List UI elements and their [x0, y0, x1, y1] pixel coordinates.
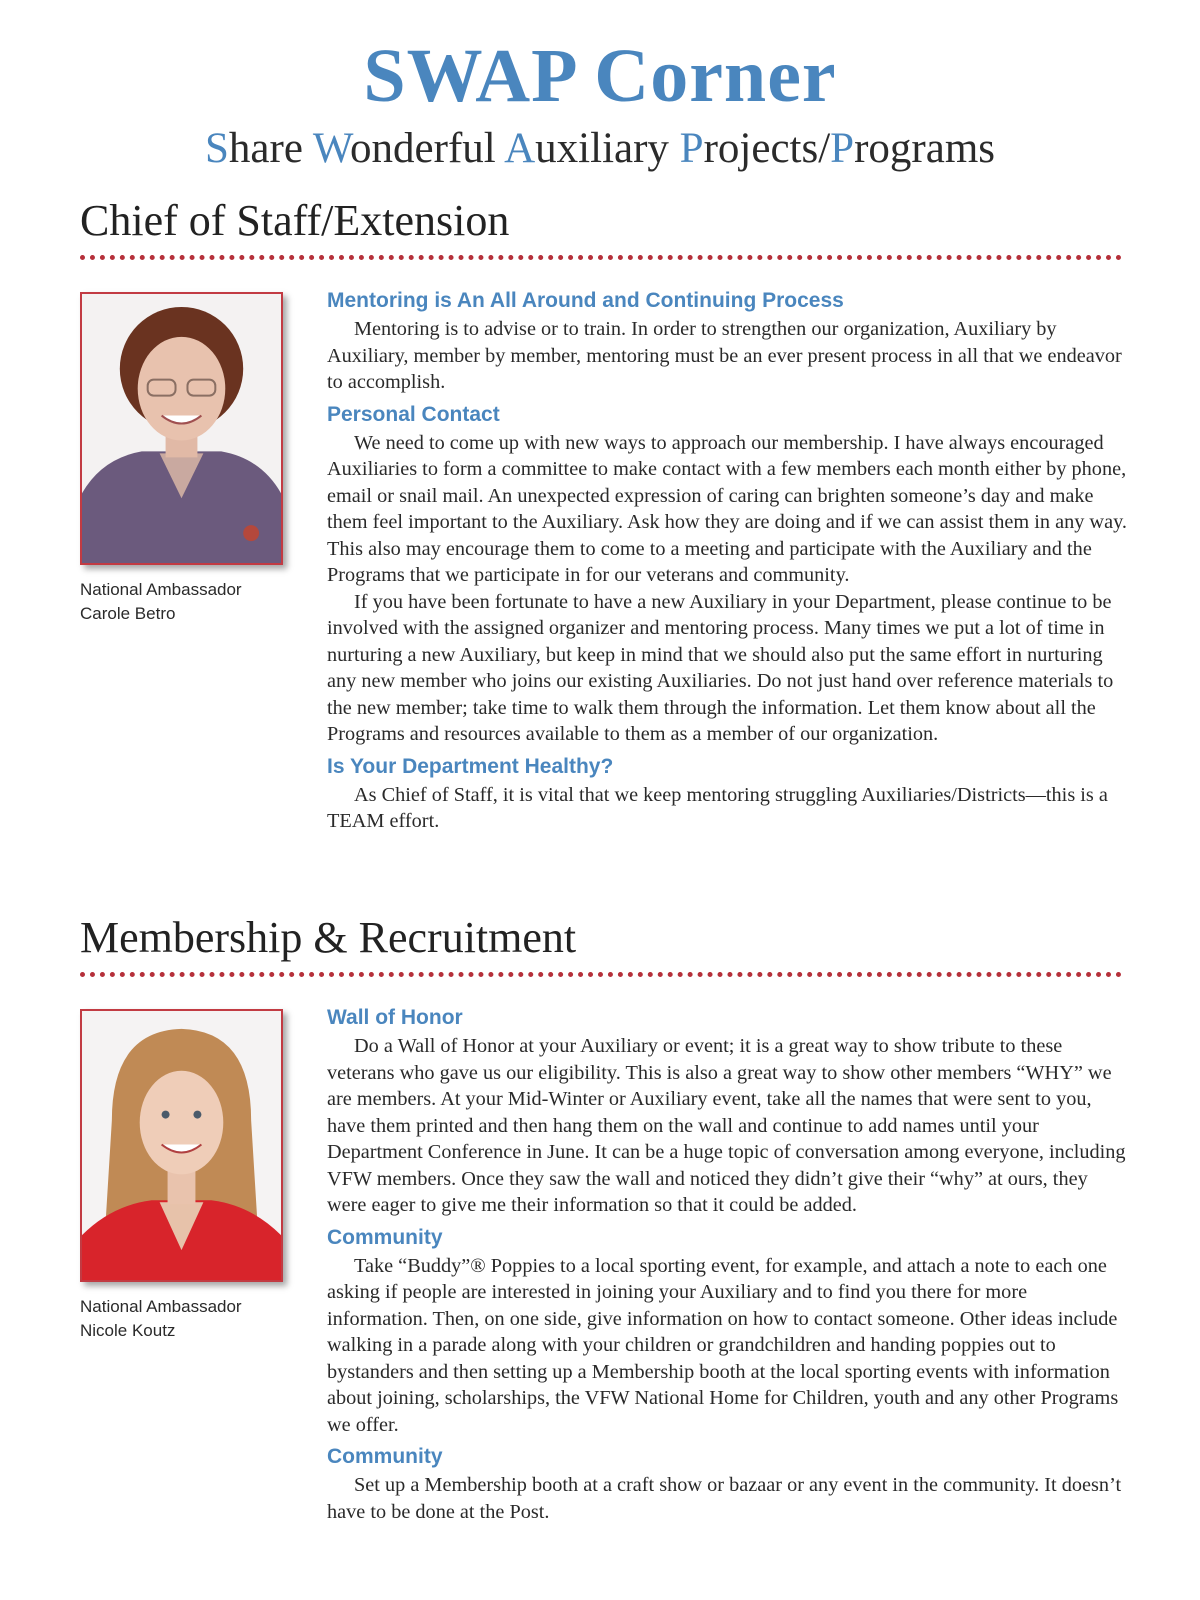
page-subtitle: [0, 124, 1200, 174]
article-paragraph: Do a Wall of Honor at your Auxiliary or event; it is a great way to show tribute to these veterans who gave us our eligibility. This is also a great way to show other members “WHY” we are members. At your Mid-Winter or Auxiliary event, take all the names that were sent to you, have them printed and then hang them on the wall and continue to add names until your Department Conference in June. It can be a huge topic of conversation among everyone, including VFW members. Once they saw the wall and noticed they didn’t give their “why” at ours, they were eager to give me their information so that it could be added.: [327, 1035, 1126, 1216]
article-paragraph: Mentoring is to advise or to train. In order to strengthen our organization, Auxiliary by Auxiliary, member by member, mentoring must be an ever present process in all that we endeavor to accomplish.: [327, 318, 1122, 393]
section-title-membership: Membership & Recruitment: [80, 913, 577, 962]
portrait-photo: [80, 292, 283, 565]
article-paragraph: If you have been fortunate to have a new Auxiliary in your Department, please continue to be involved with the assigned organizer and mentoring process. Many times we put a lot of time in nurturing a new Auxiliary, but keep in mind that we should also put the same effort in nurturing any new member who joins our existing Auxiliaries. Do not just hand over reference materials to the new member; take time to walk them through the information. Let them know about all the Programs and resources available to them as a member of our organization.: [327, 590, 1114, 745]
article-heading: Wall of Honor: [327, 1006, 463, 1029]
subtitle-word: Share: [205, 125, 313, 172]
portrait-illustration: [82, 1011, 281, 1280]
article-heading: Community: [327, 1445, 443, 1468]
article-paragraph: As Chief of Staff, it is vital that we keep mentoring struggling Auxiliaries/Districts—this is a TEAM effort.: [327, 783, 1108, 832]
dotted-divider: [80, 255, 1122, 260]
subtitle-word: Wonderful: [312, 125, 505, 172]
article-membership: [327, 1003, 1127, 1525]
subtitle-word: Projects/: [679, 125, 831, 172]
article-paragraph: We need to come up with new ways to approach our membership. I have always encouraged Auxiliaries to form a committee to make contact with a few members each month either by phone, email or snail mail. An unexpected expression of caring can brighten someone’s day and make them feel important to the Auxiliary. Ask how they are doing and if we can assist them in any way. This also may encourage them to come to a meeting and participate with the Auxiliary and the Programs that we participate in for our veterans and community.: [327, 431, 1127, 586]
article-heading: Personal Contact: [327, 402, 500, 426]
portrait-illustration: [82, 294, 281, 563]
article-heading: Community: [327, 1225, 443, 1249]
section-title-chief-of-staff: Chief of Staff/Extension: [80, 196, 510, 245]
article-heading: Is Your Department Healthy?: [327, 754, 614, 778]
article-heading: Mentoring is An All Around and Continuing Process: [327, 289, 844, 312]
photo-caption: National Ambassador Nicole Koutz: [80, 1297, 242, 1340]
masthead: [0, 34, 1200, 174]
subtitle-word: Auxiliary: [504, 125, 680, 172]
subtitle-word: Programs: [830, 125, 995, 172]
article-chief-of-staff: [327, 286, 1127, 835]
article-paragraph: Take “Buddy”® Poppies to a local sporting event, for example, and attach a note to each one asking if people are interested in joining your Auxiliary and to find you there for more information. Then, on one side, give information on how to contact someone. Other ideas include walking in a parade along with your children or grandchildren and handing poppies out to bystanders and then setting up a Membership booth at the local sporting events with information about joining, scholarships, the VFW National Home for Children, youth and any other Programs we offer.: [327, 1254, 1119, 1436]
dotted-divider: [80, 972, 1122, 977]
page-title: SWAP Corner: [363, 34, 837, 118]
photo-caption: National Ambassador Carole Betro: [80, 580, 242, 623]
portrait-photo: [80, 1009, 283, 1282]
article-paragraph: Set up a Membership booth at a craft show or bazaar or any event in the community. It doesn’t have to be done at the Post.: [327, 1474, 1122, 1523]
